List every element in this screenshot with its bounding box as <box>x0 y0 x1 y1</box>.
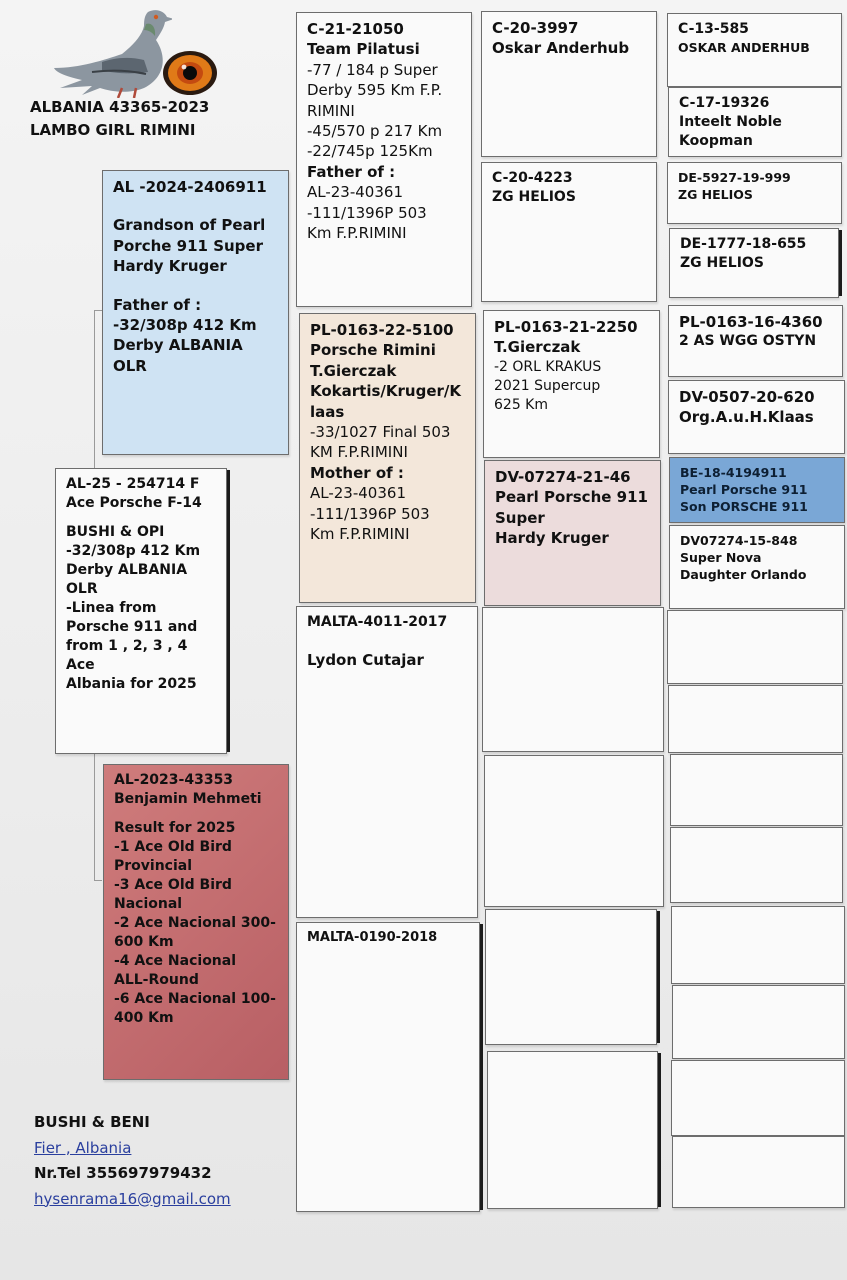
gggp-5-name: 2 AS WGG OSTYN <box>679 333 817 350</box>
eye-icon <box>160 48 220 98</box>
ggp-card-2 <box>481 162 657 302</box>
breeder-name: BUSHI & BENI <box>34 1113 150 1131</box>
ggp-2-name: ZG HELIOS <box>492 189 576 206</box>
gggp-2-name: Inteelt Noble Koopman <box>679 114 782 150</box>
g2-name: Porsche Rimini T.Gierczak Kokartis/Kruger/K laas <box>310 341 461 421</box>
gggp-7-name: Pearl Porsche 911 Son PORSCHE 911 <box>680 482 808 514</box>
ggp-3-ring: PL-0163-21-2250 <box>494 318 638 336</box>
gggp-card-1 <box>667 13 842 87</box>
g3-ring: MALTA-4011-2017 <box>307 614 448 630</box>
gggp-card-2 <box>668 87 842 157</box>
gggp-card-6 <box>668 380 845 454</box>
gggp-empty-card <box>670 754 843 826</box>
gggp-2-ring: C-17-19326 <box>679 95 770 111</box>
gggp-card-8 <box>669 525 845 609</box>
g1-name: Team Pilatusi <box>307 40 420 59</box>
ggp-3-notes: -2 ORL KRAKUS 2021 Supercup 625 Km <box>494 358 602 413</box>
ggp-4-name: Pearl Porsche 911 Super Hardy Kruger <box>495 488 648 548</box>
grandparent-card-3 <box>296 606 478 918</box>
header-ring: ALBANIA 43365-2023 <box>30 98 210 116</box>
ggp-1-name: Oskar Anderhub <box>492 39 630 58</box>
dam-results: Result for 2025 -1 Ace Old Bird Provincial -3 Ace Old Bird Nacional -2 Ace Nacional 300- 600 Km -4 Ace Nacional ALL-Round -6 Ace Nacional 100- 400 Km <box>114 820 276 1027</box>
phone-number: Nr.Tel 355697979432 <box>34 1164 212 1182</box>
gggp-8-name: Super Nova Daughter Orlando <box>680 550 807 582</box>
contact-block <box>34 1110 231 1212</box>
dam-card <box>103 764 289 1080</box>
subject-ring: AL-25 - 254714 F <box>66 476 200 492</box>
gggp-4-ring: DE-1777-18-655 <box>680 236 807 252</box>
sire-card <box>102 170 289 455</box>
gggp-5-ring: PL-0163-16-4360 <box>679 313 823 331</box>
ggp-empty-card <box>482 607 664 752</box>
gggp-6-name: Org.A.u.H.Klaas <box>679 408 814 427</box>
gggp-8-ring: DV07274-15-848 <box>680 533 798 548</box>
ggp-empty-card <box>487 1051 658 1209</box>
email-link[interactable]: hysenrama16@gmail.com <box>34 1189 231 1208</box>
subject-notes: BUSHI & OPI -32/308p 412 Km Derby ALBANIA OLR -Linea from Porsche 911 and from 1 , 2, 3 , 4 Ace Albania for 2025 <box>66 524 201 693</box>
grandparent-card-1 <box>296 12 472 307</box>
ggp-4-ring: DV-07274-21-46 <box>495 468 631 486</box>
gggp-card-3 <box>667 162 842 224</box>
header-name: LAMBO GIRL RIMINI <box>30 120 196 139</box>
g3-name: Lydon Cutajar <box>307 651 424 670</box>
grandparent-card-4 <box>296 922 480 1212</box>
sire-notes: Grandson of Pearl Porche 911 Super Hardy Kruger <box>113 216 266 276</box>
ggp-1-ring: C-20-3997 <box>492 19 579 37</box>
ggp-card-3 <box>483 310 660 458</box>
location-link[interactable]: Fier , Albania <box>34 1138 132 1157</box>
connector-line <box>94 310 102 311</box>
g2-mother-of: Mother of : <box>310 463 404 482</box>
sire-notes2: Father of : -32/308p 412 Km Derby ALBANIA OLR <box>113 295 257 375</box>
ggp-card-1 <box>481 11 657 157</box>
gggp-card-4 <box>669 228 839 298</box>
g2-ring: PL-0163-22-5100 <box>310 321 454 339</box>
gggp-3-name: ZG HELIOS <box>678 187 753 202</box>
dam-ring: AL-2023-43353 <box>114 772 234 788</box>
gggp-1-ring: C-13-585 <box>678 21 749 37</box>
subject-card <box>55 468 227 754</box>
ggp-empty-card <box>485 909 657 1045</box>
ggp-card-4 <box>484 460 661 606</box>
gggp-4-name: ZG HELIOS <box>680 255 764 272</box>
gggp-card-5 <box>668 305 843 377</box>
pigeon-icon <box>52 2 172 98</box>
connector-line <box>94 880 102 881</box>
g2-notes2: AL-23-40361 -111/1396P 503 Km F.P.RIMINI <box>310 484 430 543</box>
gggp-empty-card <box>671 1060 845 1136</box>
gggp-empty-card <box>670 827 843 903</box>
gggp-card-7 <box>669 457 845 523</box>
ggp-empty-card <box>484 755 664 907</box>
gggp-6-ring: DV-0507-20-620 <box>679 388 815 406</box>
gggp-empty-card <box>668 685 843 753</box>
g2-notes: -33/1027 Final 503 KM F.P.RIMINI <box>310 422 451 462</box>
gggp-3-ring: DE-5927-19-999 <box>678 170 791 185</box>
g1-ring: C-21-21050 <box>307 20 404 38</box>
g4-ring: MALTA-0190-2018 <box>307 930 438 945</box>
g1-notes: -77 / 184 p Super Derby 595 Km F.P. RIMINI -45/570 p 217 Km -22/745p 125Km <box>307 60 443 161</box>
dam-name: Benjamin Mehmeti <box>114 791 262 808</box>
gggp-empty-card <box>667 610 843 684</box>
ggp-2-ring: C-20-4223 <box>492 170 573 186</box>
gggp-empty-card <box>672 1136 845 1208</box>
gggp-7-ring: BE-18-4194911 <box>680 465 787 480</box>
gggp-empty-card <box>672 985 845 1059</box>
logo <box>52 2 222 98</box>
grandparent-card-2 <box>299 313 476 603</box>
gggp-empty-card <box>671 906 845 984</box>
header <box>30 96 209 141</box>
subject-name: Ace Porsche F-14 <box>66 495 202 512</box>
ggp-3-name: T.Gierczak <box>494 338 581 357</box>
sire-ring: AL -2024-2406911 <box>113 178 267 196</box>
gggp-1-name: OSKAR ANDERHUB <box>678 40 810 56</box>
g1-father-of: Father of : <box>307 162 396 181</box>
g1-notes2: AL-23-40361 -111/1396P 503 Km F.P.RIMINI <box>307 183 427 242</box>
